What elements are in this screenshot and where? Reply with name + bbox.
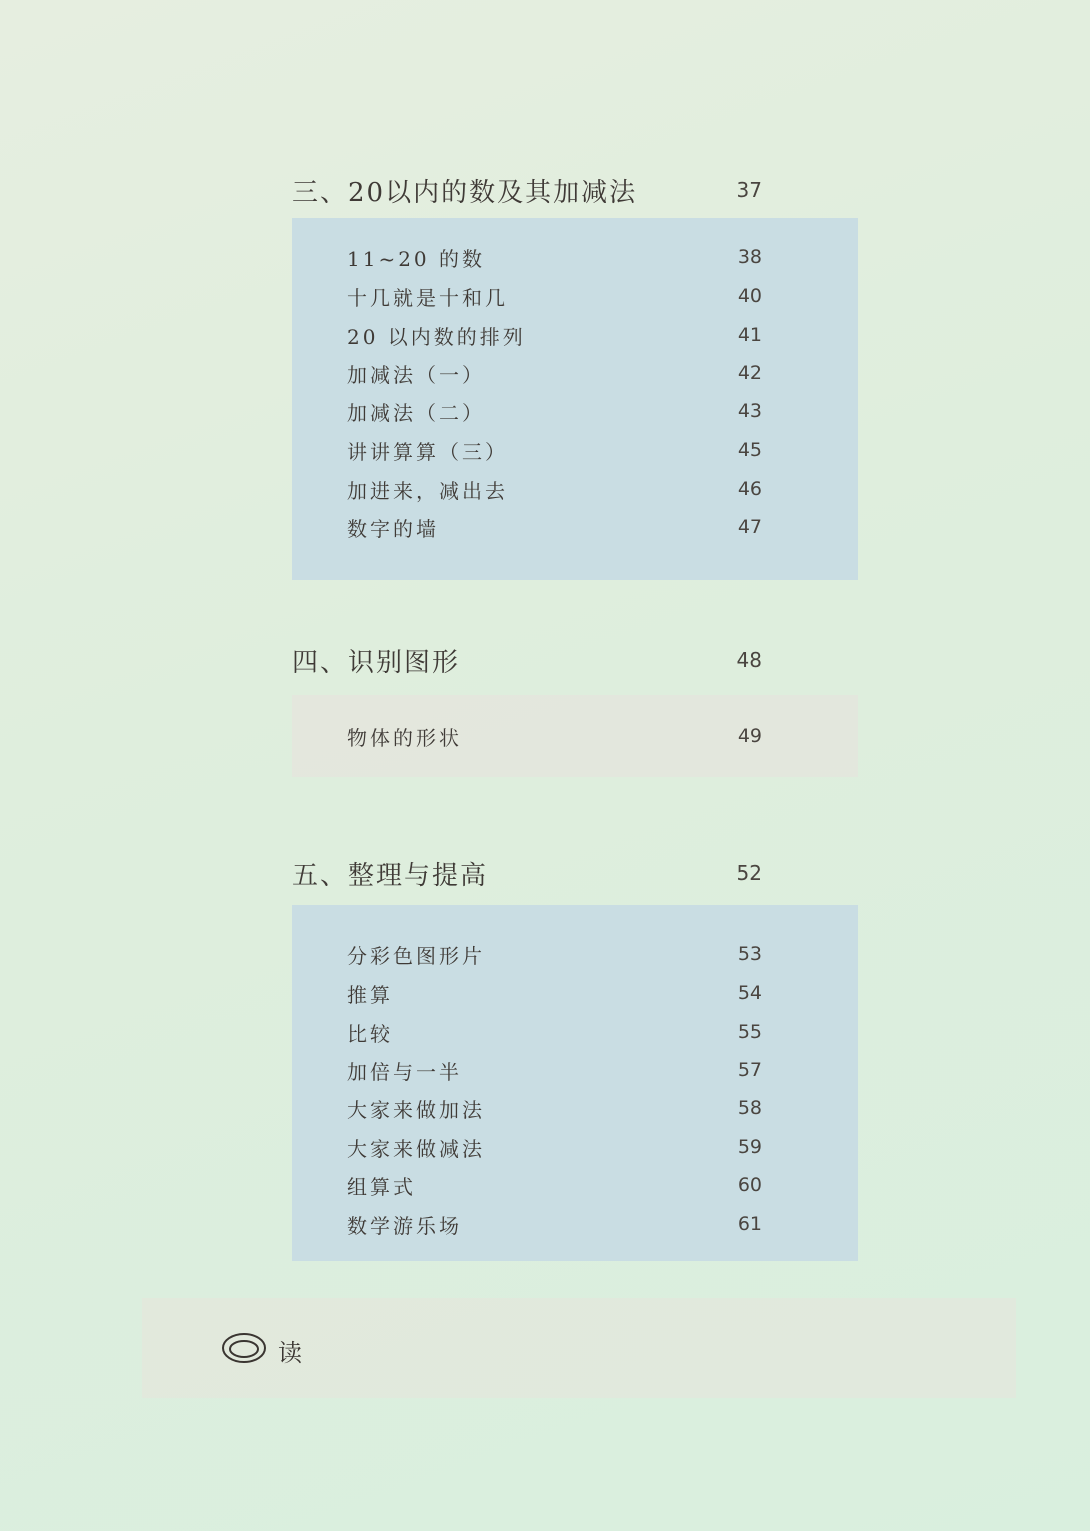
toc-entry-label: 20 以内数的排列 — [347, 324, 526, 349]
toc-entry-page: 59 — [737, 1136, 762, 1158]
toc-entry[interactable] — [347, 320, 762, 350]
toc-entry-label: 讲讲算算（三） — [347, 439, 508, 464]
toc-entry-page: 40 — [737, 285, 762, 307]
toc-entry-label: 组算式 — [347, 1174, 416, 1199]
toc-entry-page: 47 — [737, 516, 762, 538]
chapter-title: 三、20以内的数及其加减法 — [292, 177, 638, 208]
toc-entry[interactable] — [347, 242, 762, 272]
reading-icon — [220, 1330, 268, 1370]
toc-entry-page: 38 — [737, 246, 762, 268]
toc-entry[interactable] — [347, 396, 762, 426]
chapter-page-number: 52 — [736, 861, 762, 885]
toc-entry[interactable] — [347, 358, 762, 388]
toc-entry[interactable] — [347, 1170, 762, 1200]
toc-entry-page: 57 — [737, 1059, 762, 1081]
toc-entry-page: 55 — [737, 1021, 762, 1043]
toc-entry-label: 物体的形状 — [347, 725, 462, 750]
toc-entry[interactable] — [347, 474, 762, 504]
toc-entry-label: 推算 — [347, 982, 393, 1007]
toc-entry-label: 比较 — [347, 1021, 393, 1046]
chapter-title: 五、整理与提高 — [292, 860, 489, 891]
section-items-panel — [292, 218, 858, 580]
toc-entry-page: 45 — [737, 439, 762, 461]
toc-entry-page: 61 — [737, 1213, 762, 1235]
toc-entry-label: 数字的墙 — [347, 516, 439, 541]
toc-entry[interactable] — [347, 1055, 762, 1085]
toc-entry[interactable] — [347, 1132, 762, 1162]
chapter-page-number: 37 — [736, 178, 762, 202]
toc-entry-label: 11~20 的数 — [347, 246, 486, 271]
toc-entry-page: 49 — [737, 725, 762, 747]
toc-entry-label: 加减法（一） — [347, 362, 485, 387]
toc-entry-page: 54 — [737, 982, 762, 1004]
toc-entry-label: 十几就是十和几 — [347, 285, 508, 310]
toc-entry-label: 数学游乐场 — [347, 1213, 462, 1238]
toc-entry-page: 53 — [737, 943, 762, 965]
toc-entry-label: 大家来做减法 — [347, 1136, 485, 1161]
toc-entry-page: 58 — [737, 1097, 762, 1119]
toc-entry-label: 加倍与一半 — [347, 1059, 462, 1084]
toc-entry-label: 大家来做加法 — [347, 1097, 485, 1122]
toc-entry-page: 60 — [737, 1174, 762, 1196]
toc-entry[interactable] — [347, 1209, 762, 1239]
toc-entry[interactable] — [347, 721, 762, 751]
chapter-title: 四、识别图形 — [292, 647, 461, 678]
toc-entry-page: 46 — [737, 478, 762, 500]
toc-entry[interactable] — [347, 1017, 762, 1047]
toc-entry-label: 加进来，减出去 — [347, 478, 508, 503]
toc-entry[interactable] — [347, 939, 762, 969]
footer-label: 读 — [278, 1338, 302, 1367]
toc-entry-label: 分彩色图形片 — [347, 943, 485, 968]
toc-entry-page: 42 — [737, 362, 762, 384]
toc-entry[interactable] — [347, 435, 762, 465]
chapter-heading[interactable] — [292, 170, 762, 210]
page-footer — [220, 1330, 302, 1370]
toc-entry-label: 加减法（二） — [347, 400, 485, 425]
toc-entry-page: 41 — [737, 324, 762, 346]
chapter-heading[interactable] — [292, 853, 762, 893]
toc-entry[interactable] — [347, 1093, 762, 1123]
chapter-heading[interactable] — [292, 640, 762, 680]
toc-entry[interactable] — [347, 512, 762, 542]
toc-entry-page: 43 — [737, 400, 762, 422]
toc-entry[interactable] — [347, 281, 762, 311]
toc-entry[interactable] — [347, 978, 762, 1008]
section-items-panel-content — [292, 695, 858, 777]
chapter-page-number: 48 — [736, 648, 762, 672]
section-items-panel — [292, 905, 858, 1261]
